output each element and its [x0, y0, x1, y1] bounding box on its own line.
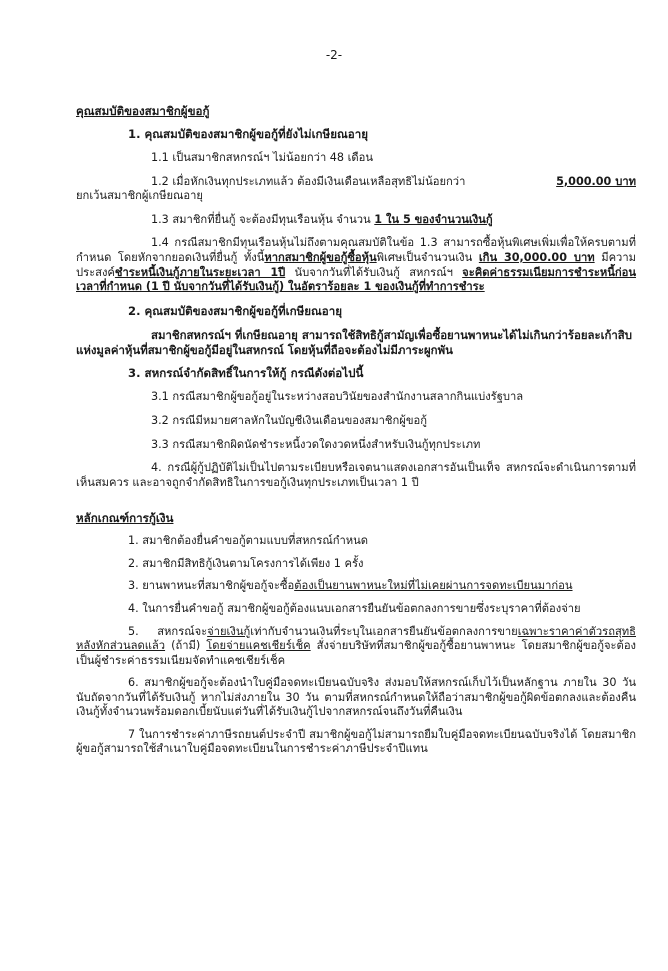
criteria-2: 2. สมาชิกมีสิทธิกู้เงินตามโครงการได้เพียง 1 ครั้ง	[128, 556, 364, 570]
item-1-4-c: พิเศษเป็นจำนวนเงิน	[376, 250, 473, 264]
criteria-3	[76, 579, 636, 594]
item-1-4-g: นับจากวันที่ได้รับเงินกู้ สหกรณ์ฯ	[285, 265, 463, 279]
criteria-4: 4. ในการยื่นคำขอกู้ สมาชิกผู้ขอกู้ต้องแนบเอกสารยืนยันข้อตกลงการขายซึ่งระบุราคาที่ต้องจ่าย	[128, 601, 581, 615]
item-1-3-ratio: 1 ใน 5 ของจำนวนเงินกู้	[374, 212, 493, 226]
criteria-5-d: เฉพาะราคาค่าตัวรถสุทธิหลังหักส่วนลดแล้ว	[76, 624, 636, 653]
item-1-4	[76, 236, 636, 294]
criteria-1: 1. สมาชิกต้องยื่นคำขอกู้ตามแบบที่สหกรณ์กำหนด	[128, 534, 369, 548]
criteria-5	[76, 625, 636, 669]
item-1-3-text: 1.3 สมาชิกที่ยื่นกู้ จะต้องมีทุนเรือนหุ้น จำนวน	[151, 212, 371, 226]
criteria-7: 7 ในการชำระค่าภาษีรถยนต์ประจำปี สมาชิกผู้ขอกู้ไม่สามารถยืมใบคู่มือจดทะเบียนฉบับจริงได้ โดยสมาชิกผู้ขอกู้สามารถใช้สำเนาใบคู่มือจดทะเบียนในการชำระค่าภาษีประจำปีแทน	[76, 727, 636, 756]
criteria-5-a: 5. สหกรณ์จะ	[128, 624, 208, 638]
subsection-title-2: 2. คุณสมบัติของสมาชิกผู้ขอกู้ที่เกษียณอายุ	[128, 303, 343, 318]
item-1-4-a: 1.4 กรณีสมาชิกมีทุนเรือนหุ้นไม่ถึงตามคุณสมบัติในข้อ 1.3 สามารถซื้อหุ้นพิเศษเพิ่มเพื่อให้ครบตามที่กำหนด โดยหักจากยอดเงินที่ยื่นกู้ ทั้งนี้	[76, 236, 636, 264]
item-1-2	[76, 175, 636, 204]
item-3-1: 3.1 กรณีสมาชิกผู้ขอกู้อยู่ในระหว่างสอบวินัยของสำนักงานสลากกินแบ่งรัฐบาล	[151, 390, 524, 404]
item-3-3: 3.3 กรณีสมาชิกผิดนัดชำระหนี้งวดใดงวดหนึ่งสำหรับเงินกู้ทุกประเภท	[151, 437, 481, 451]
item-1-2-amount: 5,000.00 บาท	[556, 174, 636, 188]
item-1-2-note: ยกเว้นสมาชิกผู้เกษียณอายุ	[76, 189, 203, 203]
criteria-3-text: 3. ยานพาหนะที่สมาชิกผู้ขอกู้จะซื้อ	[128, 579, 295, 593]
subsection-2-body: สมาชิกสหกรณ์ฯ ที่เกษียณอายุ สามารถใช้สิทธิกู้สามัญเพื่อซื้อยานพาหนะได้ไม่เกินกว่าร้อยละเก้าสิบแห่งมูลค่าหุ้นที่สมาชิกผู้ขอกู้มีอยู่ในสหกรณ์ โดยหุ้นที่ถือจะต้องไม่มีภาระผูกพัน	[76, 327, 632, 357]
item-1-2-text: 1.2 เมื่อหักเงินทุกประเภทแล้ว ต้องมีเงินเดือนเหลือสุทธิไม่น้อยกว่า	[151, 174, 466, 188]
document-body	[76, 104, 636, 765]
item-3-2: 3.2 กรณีมีหมายศาลหักในบัญชีเงินเดือนของสมาชิกผู้ขอกู้	[151, 413, 427, 427]
criteria-5-f: โดยจ่ายแคชเชียร์เช็ค	[206, 639, 311, 653]
subsection-title-1: 1. คุณสมบัติของสมาชิกผู้ขอกู้ที่ยังไม่เกษียณอายุ	[128, 127, 369, 142]
item-1-4-f: ชำระหนี้เงินกู้ภายในระยะเวลา 1ปี	[114, 265, 286, 279]
item-1-4-h: จะคิดค่าธรรมเนียมการชำระหนี้ก่อนเวลาที่กำหนด (1 ปี นับจากวันที่ได้รับเงินกู้) ในอัตราร้อยละ 1 ของเงินกู้ที่ทำการชำระ	[76, 265, 636, 294]
criteria-3-underlined: ต้องเป็นยานพาหนะใหม่ที่ไม่เคยผ่านการจดทะเบียนมาก่อน	[294, 579, 573, 593]
subsection-title-3: 3. สหกรณ์จำกัดสิทธิ์ในการให้กู้ กรณีดังต่อไปนี้	[128, 366, 364, 381]
page-number: -2-	[325, 48, 343, 62]
item-1-4-d: เกิน 30,000.00 บาท	[478, 250, 595, 264]
section-title-loan-criteria: หลักเกณฑ์การกู้เงิน	[76, 511, 174, 526]
criteria-6: 6. สมาชิกผู้ขอกู้จะต้องนำใบคู่มือจดทะเบียนฉบับจริง ส่งมอบให้สหกรณ์เก็บไว้เป็นหลักฐาน ภายใน 30 วันนับถัดจากวันที่ได้รับเงินกู้ หากไม่ส่งภายใน 30 วัน ตามที่สหกรณ์กำหนดให้ถือว่าสมาชิกผู้ขอกู้ผิดข้อตกลงและต้องคืนเงินกู้ทั้งจำนวนพร้อมดอกเบี้ยนับแต่วันที่ได้รับเงินกู้ไปจากสหกรณ์จนถึงวันที่คืนเงิน	[76, 676, 636, 719]
item-1-4-e: มีความประสงค์	[76, 250, 636, 279]
criteria-5-g: สั่งจ่ายบริษัทที่สมาชิกผู้ขอกู้ซื้อยานพาหนะ โดยสมาชิกผู้ขอกู้จะต้องเป็นผู้ชำระค่าธรรมเนียมจัดทำแคชเชียร์เช็ค	[76, 639, 636, 667]
item-1-4-b: หากสมาชิกผู้ขอกู้ซื้อหุ้น	[264, 250, 377, 264]
item-1-3	[76, 213, 636, 228]
item-4: 4. กรณีผู้กู้ปฏิบัติไม่เป็นไปตามระเบียบหรือเจตนาแสดงเอกสารอันเป็นเท็จ สหกรณ์จะดำเนินการตามที่เห็นสมควร และอาจถูกจำกัดสิทธิในการขอกู้เงินทุกประเภทเป็นเวลา 1 ปี	[76, 461, 636, 489]
criteria-5-c: เท่ากับจำนวนเงินที่ระบุในเอกสารยืนยันข้อตกลงการขาย	[250, 624, 518, 638]
section-title-qualifications: คุณสมบัติของสมาชิกผู้ขอกู้	[76, 104, 210, 118]
item-1-1: 1.1 เป็นสมาชิกสหกรณ์ฯ ไม่น้อยกว่า 48 เดือน	[151, 151, 374, 165]
criteria-5-e: (ถ้ามี)	[165, 639, 207, 653]
criteria-5-b: จ่ายเงินกู้	[207, 624, 251, 638]
